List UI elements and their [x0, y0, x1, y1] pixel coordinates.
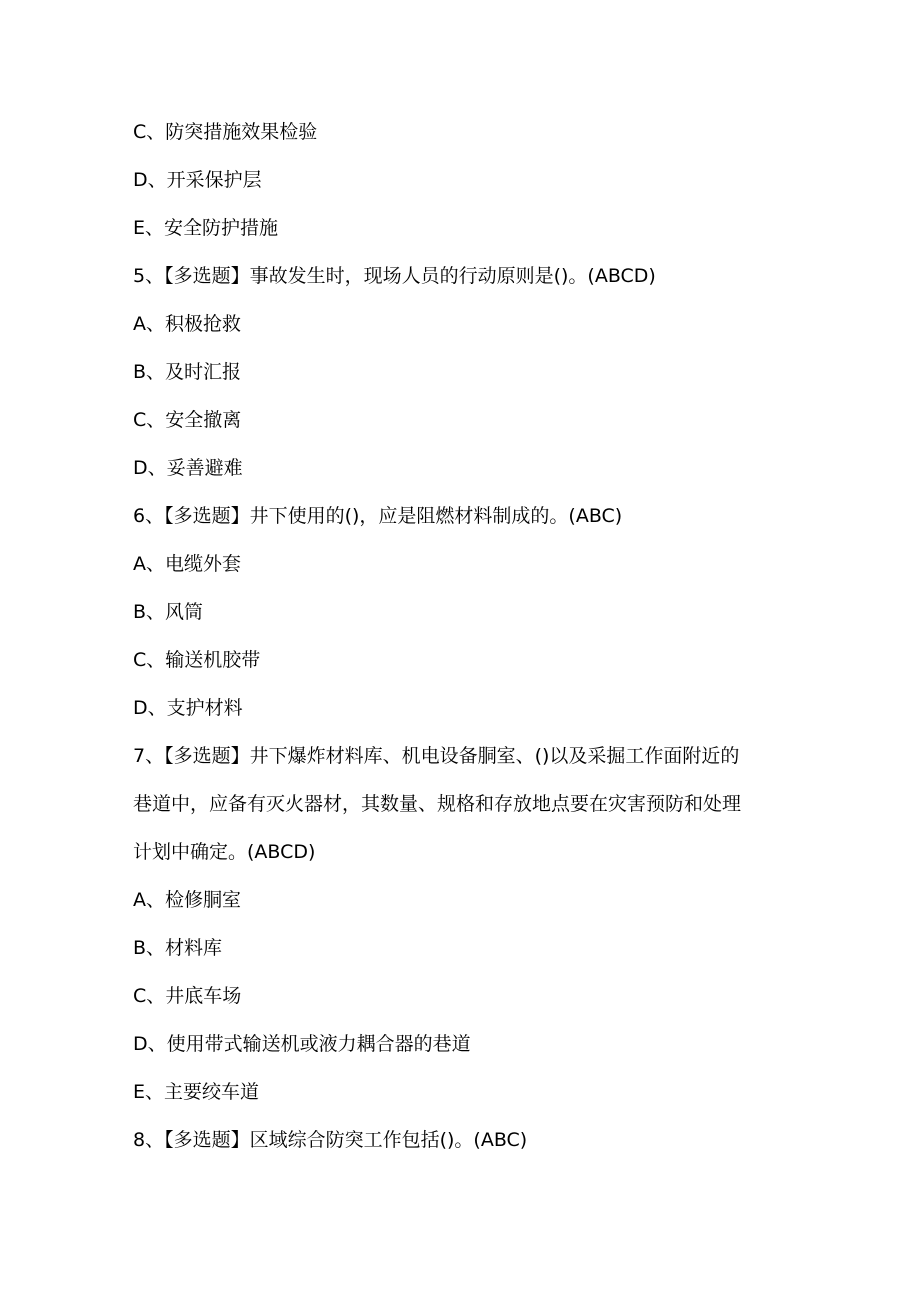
q7-option-a: A、检修胴室 — [133, 889, 241, 911]
q5-option-b: B、及时汇报 — [133, 361, 242, 383]
question-5: 5、【多选题】事故发生时，现场人员的行动原则是()。(ABCD) — [133, 265, 656, 287]
q4-option-c: C、防突措施效果检验 — [133, 121, 318, 143]
q7-option-c: C、井底车场 — [133, 985, 242, 1007]
q5-option-c: C、安全撤离 — [133, 409, 242, 431]
question-7-line-3: 计划中确定。(ABCD) — [133, 841, 316, 863]
question-7-line-2: 巷道中，应备有灭火器材，其数量、规格和存放地点要在灾害预防和处理 — [133, 793, 742, 815]
q6-option-d: D、支护材料 — [133, 697, 243, 719]
q5-option-a: A、积极抢救 — [133, 313, 241, 335]
q5-option-d: D、妥善避难 — [133, 457, 243, 479]
q7-option-b: B、材料库 — [133, 937, 223, 959]
q6-option-b: B、风筒 — [133, 601, 204, 623]
q6-option-c: C、输送机胶带 — [133, 649, 261, 671]
question-8: 8、【多选题】区域综合防突工作包括()。(ABC) — [133, 1129, 528, 1151]
q4-option-e: E、安全防护措施 — [133, 217, 279, 239]
question-6: 6、【多选题】井下使用的()，应是阻燃材料制成的。(ABC) — [133, 505, 623, 527]
q7-option-d: D、使用带式输送机或液力耦合器的巷道 — [133, 1033, 471, 1055]
document-body — [133, 108, 793, 1164]
q7-option-e: E、主要绞车道 — [133, 1081, 260, 1103]
question-7-line-1: 7、【多选题】井下爆炸材料库、机电设备胴室、()以及采掘工作面附近的 — [133, 745, 740, 767]
q4-option-d: D、开采保护层 — [133, 169, 262, 191]
q6-option-a: A、电缆外套 — [133, 553, 241, 575]
